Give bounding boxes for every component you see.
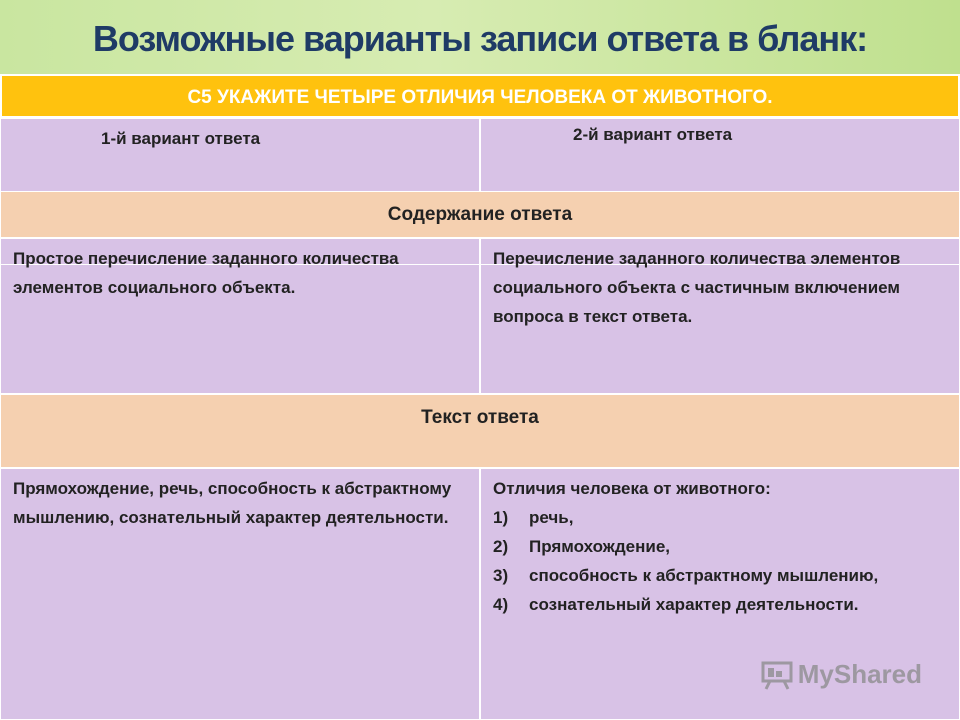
content-variant-1: Простое перечисление заданного количества элементов социального объекта. <box>0 238 480 394</box>
variant-1-label: 1-й вариант ответа <box>101 129 261 148</box>
watermark-text: MyShared <box>797 659 922 689</box>
differences-list <box>493 503 947 619</box>
slide-title: Возможные варианты записи ответа в бланк: <box>92 18 868 59</box>
text-variant-2-intro: Отличия человека от животного: <box>493 479 771 498</box>
text-variant-1: Прямохождение, речь, способность к абстрактному мышлению, сознательный характер деятельности. <box>0 468 480 720</box>
content-section-header: Содержание ответа <box>0 191 960 238</box>
watermark <box>760 659 922 690</box>
list-item: 3) способность к абстрактному мышлению, <box>493 566 879 585</box>
list-item: 4) сознательный характер деятельности. <box>493 595 859 614</box>
content-variant-2: Перечисление заданного количества элементов социального объекта с частичным включением вопроса в текст ответа. <box>480 238 960 394</box>
task-header: С5 УКАЖИТЕ ЧЕТЫРЕ ОТЛИЧИЯ ЧЕЛОВЕКА ОТ ЖИВОТНОГО. <box>0 74 960 118</box>
list-item: 1) речь, <box>493 508 574 527</box>
presentation-icon <box>760 660 794 690</box>
text-section-header: Текст ответа <box>0 394 960 468</box>
variant-2-label: 2-й вариант ответа <box>573 125 733 144</box>
list-item: 2) Прямохождение, <box>493 537 670 556</box>
answer-table <box>0 74 960 720</box>
